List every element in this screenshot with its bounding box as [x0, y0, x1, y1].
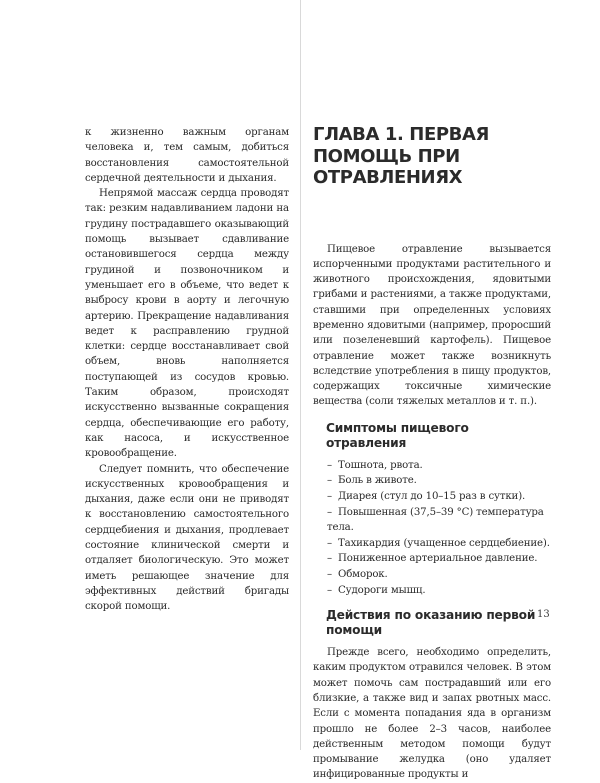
symptom-text: Боль в животе. [338, 475, 417, 487]
dash-marker: – [327, 475, 332, 487]
chapter-title [313, 124, 551, 189]
page-gutter [300, 0, 301, 750]
left-paragraph-heart-massage: Непрямой массаж сердца проводят так: резким надавливанием ладони на грудину пострадавшего оказывающий помощь вызывает сдавливание остановившегося сердца между грудиной и позвоночником и уменьшает его в объеме, что ведет к выбросу крови в аорту и легочную артерию. Прекращение надавливания ведет к расправлению грудной клетки: сердце восстанавливает свой объем, вновь наполняется поступающей из сосудов кровью. Таким образом, происходят искусственно вызванные сокращения сердца, обеспечивающие его работу, как насоса, и искусственное кровообращение. [85, 188, 289, 460]
symptom-item [327, 567, 551, 583]
symptom-text: Тошнота, рвота. [338, 459, 423, 471]
symptom-item [327, 551, 551, 567]
symptoms-list [313, 458, 551, 598]
symptoms-heading: Симптомы пищевого отравления [326, 420, 469, 450]
symptom-text: Повышенная (37,5–39 °С) температура тела. [327, 506, 544, 534]
dash-marker: – [327, 506, 332, 518]
symptom-text: Диарея (стул до 10–15 раз в сутки). [338, 490, 526, 502]
symptom-item [327, 489, 551, 505]
left-paragraph-reminder: Следует помнить, что обеспечение искусственных кровообращения и дыхания, даже если они не приводят к восстановлению самостоятельного сердцебиения и дыхания, продлевает состояние клинической смерти и отдаляет биологическую. Это может иметь решающее значение для эффективных действий бригады скорой помощи. [85, 463, 289, 613]
left-paragraph-continuation: к жизненно важным органам человека и, тем самым, добиться восстановления самостоятельной сердечной деятельности и дыхания. [85, 127, 289, 184]
intro-paragraph: Пищевое отравление вызывается испорченными продуктами растительного и животного происхождения, ядовитыми грибами и растениями, а также продуктами, ставшими при определенных условиях временно ядовитыми (например, проросший или позеленевший картофель). Пищевое отравление может также возникнуть вследствие употребления в пищу продуктов, содержащих токсичные химические вещества (соли тяжелых металлов и т. п.). [313, 243, 551, 408]
dash-marker: – [327, 459, 332, 471]
actions-heading: Действия по оказанию первой помощи [326, 608, 536, 638]
page-number: 13 [537, 609, 550, 620]
chapter-title-line-2: ОТРАВЛЕНИЯХ [313, 167, 463, 188]
symptom-text: Пониженное артериальное давление. [338, 553, 538, 565]
dash-marker: – [327, 553, 332, 565]
dash-marker: – [327, 490, 332, 502]
dash-marker: – [327, 568, 332, 580]
symptom-item [327, 473, 551, 489]
symptom-item [327, 505, 551, 536]
right-page-text [313, 124, 551, 783]
symptom-text: Тахикардия (учащенное сердцебиение). [338, 537, 550, 549]
left-page-text [85, 125, 289, 615]
dash-marker: – [327, 537, 332, 549]
chapter-title-line-1: ГЛАВА 1. ПЕРВАЯ ПОМОЩЬ ПРИ [313, 124, 489, 167]
actions-paragraph: Прежде всего, необходимо определить, каким продуктом отравился человек. В этом может помочь сам пострадавший или его близкие, а также вид и запах рвотных масс. Если с момента попадания яда в организм прошло не более 2–3 часов, наиболее действенным методом помощи будут промывание желудка (оно удаляет инфицированные продукты и [313, 647, 551, 781]
dash-marker: – [327, 584, 332, 596]
symptom-item [327, 458, 551, 474]
symptom-text: Обморок. [338, 568, 388, 580]
symptom-item [327, 583, 551, 599]
symptom-item [327, 536, 551, 552]
symptom-text: Судороги мышц. [338, 584, 426, 596]
